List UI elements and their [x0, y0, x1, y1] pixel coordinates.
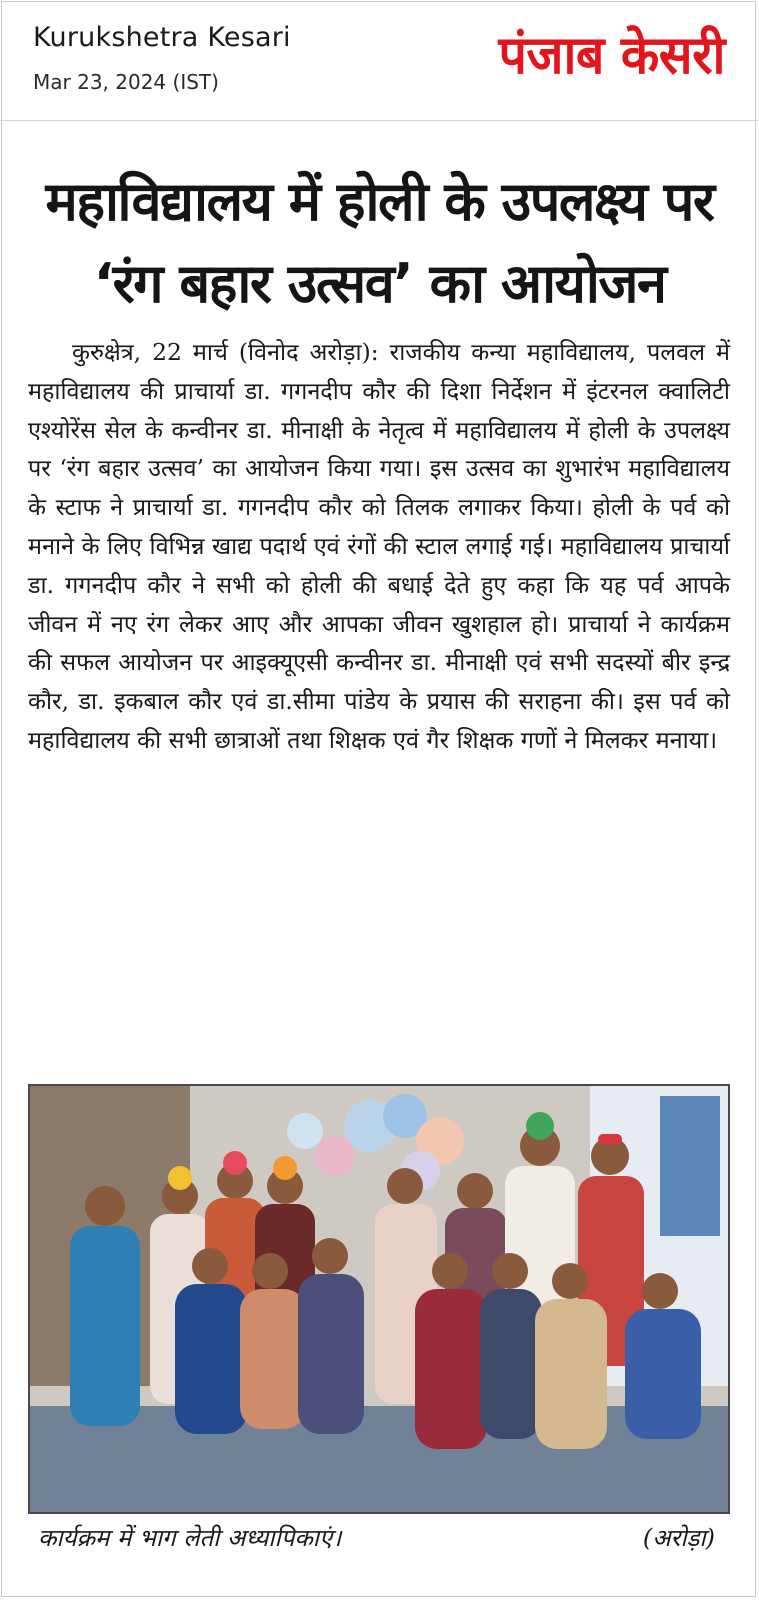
source-name: Kurukshetra Kesari	[33, 22, 291, 53]
photo-caption: कार्यक्रम में भाग लेती अध्यापिकाएं।	[38, 1524, 342, 1552]
photo-credit: (अरोड़ा)	[642, 1524, 715, 1552]
headline-line-1: महाविद्यालय में होली के उपलक्ष्य पर	[45, 170, 714, 233]
clip-header	[0, 0, 759, 121]
headline-line-2: ‘रंग बहार उत्सव’ का आयोजन	[93, 252, 666, 315]
news-clipping	[0, 121, 759, 1600]
publication-date: Mar 23, 2024 (IST)	[33, 70, 219, 94]
headline	[20, 161, 739, 325]
newspaper-logo: पंजाब केसरी	[498, 24, 725, 86]
group-photo	[28, 1084, 730, 1514]
article-body: कुरुक्षेत्र, 22 मार्च (विनोद अरोड़ा): राजकीय कन्या महाविद्यालय, पलवल में महाविद्यालय की प्राचार्या डा. गगनदीप कौर की दिशा निर्देशन में इंटरनल क्वालिटी एश्योरेंस सेल के कन्वीनर डा. मीनाक्षी के नेतृत्व में महाविद्यालय में होली के उपलक्ष्य पर ‘रंग बहार उत्सव’ का आयोजन किया गया। इस उत्सव का शुभारंभ महाविद्यालय के स्टाफ ने प्राचार्या डा. गगनदीप कौर को तिलक लगाकर किया। होली के पर्व को मनाने के लिए विभिन्न खाद्य पदार्थ एवं रंगों की स्टाल लगाई गई। महाविद्यालय प्राचार्या डा. गगनदीप कौर ने सभी को होली की बधाई देते हुए कहा कि यह पर्व आपके जीवन में नए रंग लेकर आए और आपका जीवन खुशहाल हो। प्राचार्या ने कार्यक्रम की सफल आयोजन पर आइक्यूएसी कन्वीनर डा. मीनाक्षी एवं सभी सदस्यों बीर इन्द्र कौर, डा. इकबाल कौर एवं डा.सीमा पांडेय के प्रयास की सराहना की। इस पर्व को महाविद्यालय की सभी छात्राओं तथा शिक्षक एवं गैर शिक्षक गणों ने मिलकर मनाया।	[28, 338, 730, 754]
